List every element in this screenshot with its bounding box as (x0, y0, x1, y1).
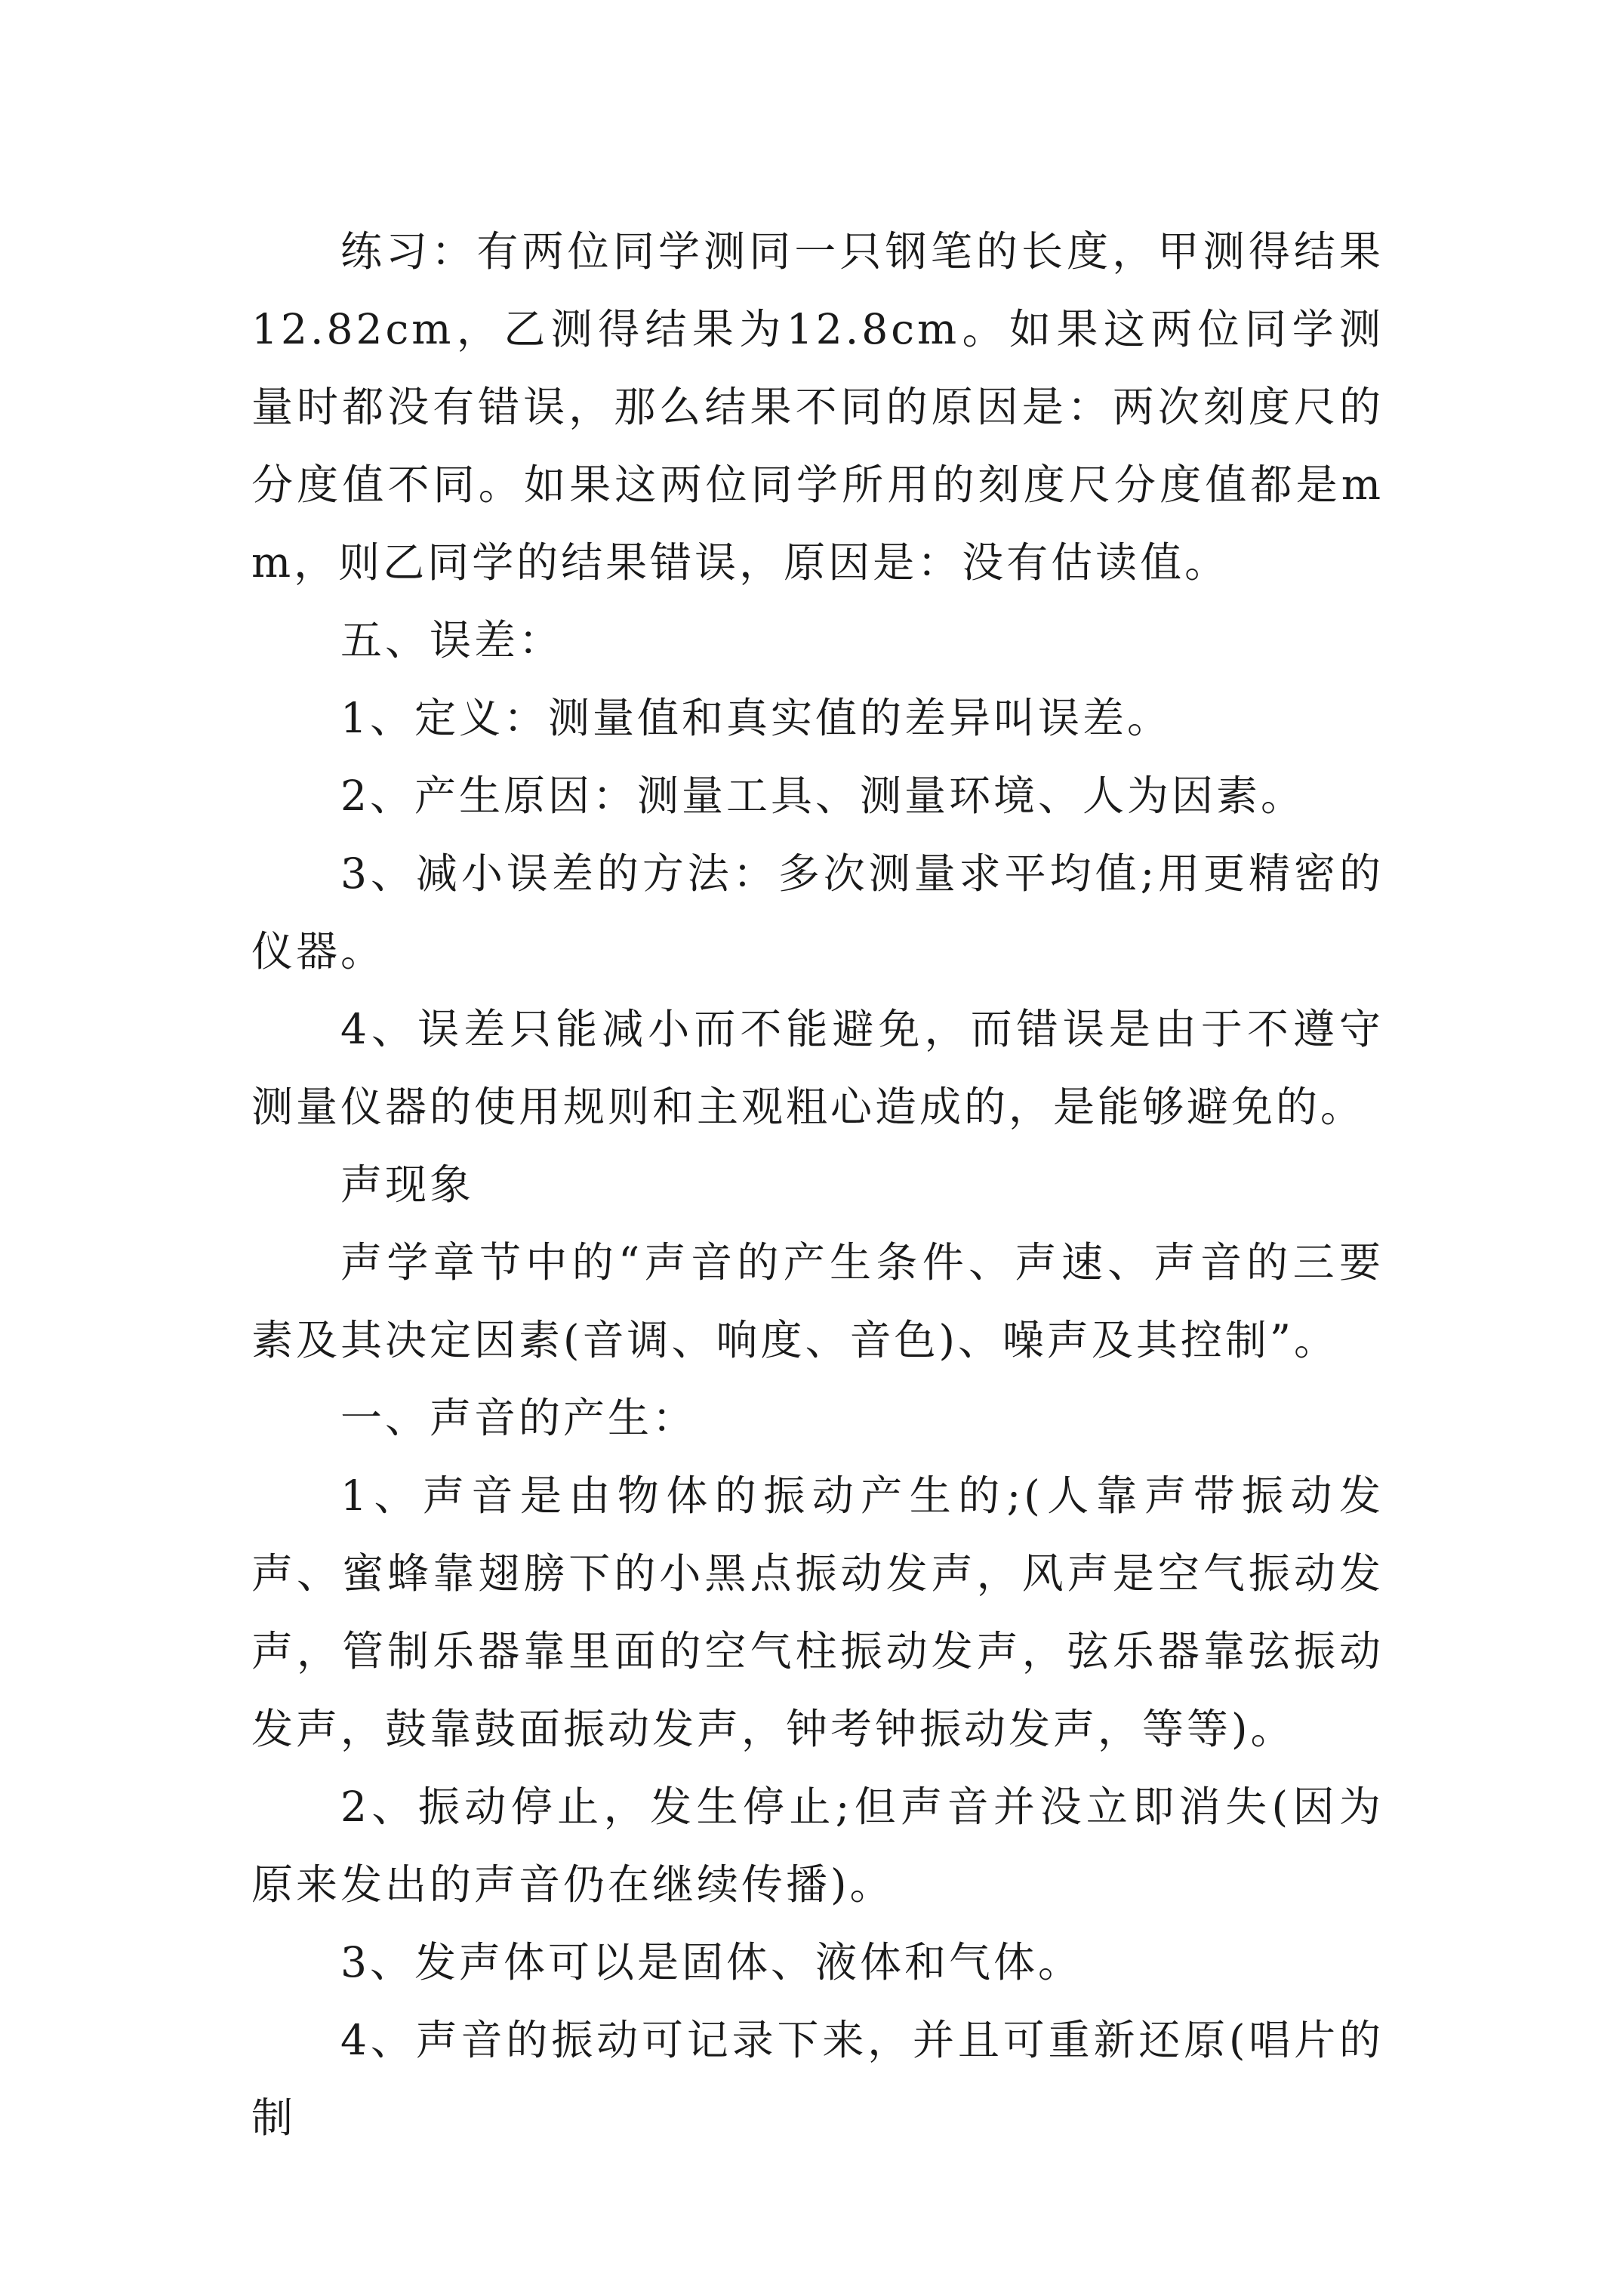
paragraph-exercise: 练习：有两位同学测同一只钢笔的长度，甲测得结果12.82cm，乙测得结果为12.8cm。如果这两位同学测量时都没有错误，那么结果不同的原因是：两次刻度尺的分度值不同。如果这两位同学所用的刻度尺分度值都是mm，则乙同学的结果错误，原因是：没有估读值。 (251, 227, 1384, 587)
paragraph-definition: 1、定义：测量值和真实值的差异叫误差。 (340, 694, 1172, 742)
paragraph-vibration-stops: 2、振动停止，发生停止;但声音并没立即消失(因为原来发出的声音仍在继续传播)。 (251, 1783, 1384, 1909)
paragraph-recording: 4、声音的振动可记录下来，并且可重新还原(唱片的制 (251, 2016, 1384, 2142)
paragraph-sound-from-vibration: 1、声音是由物体的振动产生的;(人靠声带振动发声、蜜蜂靠翅膀下的小黑点振动发声，风声是空气振动发声，管制乐器靠里面的空气柱振动发声，弦乐器靠弦振动发声，鼓靠鼓面振动发声，钟考钟振动发声，等等)。 (251, 1472, 1384, 1753)
paragraph-causes: 2、产生原因：测量工具、测量环境、人为因素。 (340, 772, 1305, 820)
heading-sound-production: 一、声音的产生： (340, 1394, 698, 1442)
heading-sound-phenomena: 声现象 (340, 1160, 475, 1209)
paragraph-reduce-methods: 3、减小误差的方法：多次测量求平均值;用更精密的仪器。 (251, 849, 1384, 975)
paragraph-sound-sources: 3、发声体可以是固体、液体和气体。 (340, 1938, 1083, 1986)
paragraph-error-vs-mistake: 4、误差只能减小而不能避免，而错误是由于不遵守测量仪器的使用规则和主观粗心造成的，是能够避免的。 (251, 1005, 1384, 1131)
heading-error: 五、误差： (340, 616, 564, 664)
paragraph-acoustics-overview: 声学章节中的“声音的产生条件、声速、声音的三要素及其决定因素(音调、响度、音色)、噪声及其控制”。 (251, 1238, 1384, 1364)
body-text (251, 213, 1384, 2157)
